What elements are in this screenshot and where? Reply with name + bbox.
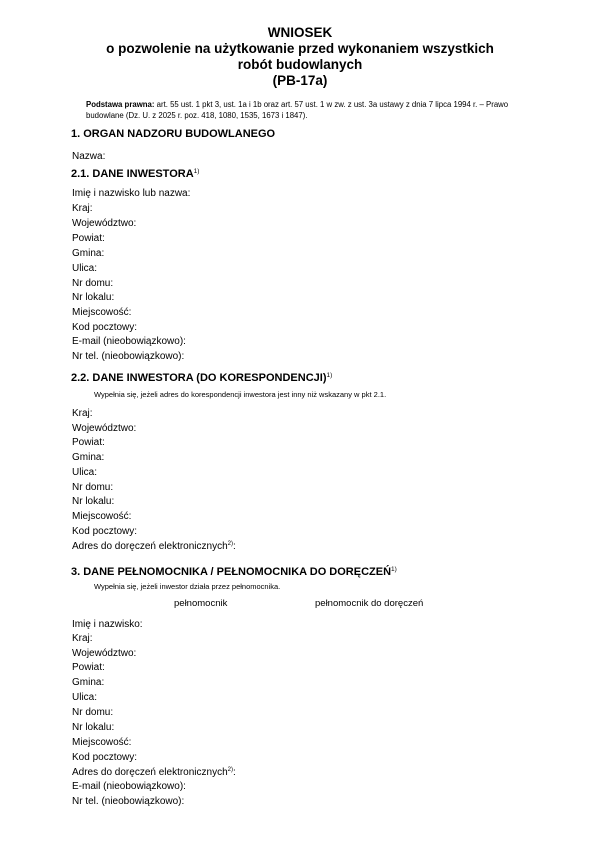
field-nr-domu[interactable]: Nr domu: [72, 482, 114, 493]
field-ulica[interactable]: Ulica: [72, 263, 98, 274]
footnote-ref: 1) [193, 168, 200, 175]
field-email[interactable]: E-mail (nieobowiązkowo): [72, 336, 186, 347]
footnote-ref: 1) [326, 372, 333, 379]
section-3-heading [71, 566, 397, 578]
form-subtitle-line-1: o pozwolenie na użytkowanie przed wykonaniem wszystkich [106, 41, 494, 56]
footnote-ref: 1) [391, 566, 397, 573]
section-3-note: Wypełnia się, jeżeli inwestor działa przez pełnomocnika. [94, 582, 281, 591]
field-nr-domu[interactable]: Nr domu: [72, 707, 114, 718]
column-pelnomocnik-do-doreczen[interactable]: pełnomocnik do doręczeń [315, 598, 424, 609]
field-nr-lokalu[interactable]: Nr lokalu: [72, 722, 115, 733]
field-label: Adres do doręczeń elektronicznych [72, 767, 228, 778]
field-miejscowosc[interactable]: Miejscowość: [72, 737, 132, 748]
field-gmina[interactable]: Gmina: [72, 452, 105, 463]
legal-basis-text: art. 55 ust. 1 pkt 3, ust. 1a i 1b oraz art. 57 ust. 1 w zw. z ust. 3a ustawy z dnia 7 lipca 1994 r. – Prawo budowlane (Dz. U. z 2025 r. poz. 418, 1080, 1535, 1673 i 1847). [86, 100, 509, 120]
field-kraj[interactable]: Kraj: [72, 408, 93, 419]
form-subtitle-line-2: robót budowlanych [237, 57, 363, 72]
field-email[interactable]: E-mail (nieobowiązkowo): [72, 781, 186, 792]
footnote-ref: 2) [227, 541, 233, 547]
field-kod-pocztowy[interactable]: Kod pocztowy: [72, 526, 138, 537]
field-ulica[interactable]: Ulica: [72, 467, 98, 478]
section-1-heading: 1. ORGAN NADZORU BUDOWLANEGO [71, 128, 276, 140]
field-wojewodztwo[interactable]: Województwo: [72, 218, 137, 229]
field-imie-nazwisko-lub-nazwa[interactable]: Imię i nazwisko lub nazwa: [72, 188, 191, 199]
field-powiat[interactable]: Powiat: [72, 233, 105, 244]
field-powiat[interactable]: Powiat: [72, 437, 105, 448]
field-ulica[interactable]: Ulica: [72, 692, 98, 703]
field-wojewodztwo[interactable]: Województwo: [72, 423, 137, 434]
field-nr-tel[interactable]: Nr tel. (nieobowiązkowo): [72, 796, 185, 807]
field-nr-lokalu[interactable]: Nr lokalu: [72, 292, 115, 303]
field-imie-nazwisko[interactable]: Imię i nazwisko: [72, 619, 143, 630]
footnote-ref: 2) [227, 767, 233, 773]
field-wojewodztwo[interactable]: Województwo: [72, 648, 137, 659]
field-miejscowosc[interactable]: Miejscowość: [72, 307, 132, 318]
field-kod-pocztowy[interactable]: Kod pocztowy: [72, 752, 138, 763]
field-colon: : [232, 541, 236, 552]
field-adres-do-doreczen-elektronicznych[interactable] [72, 541, 236, 552]
field-label: Adres do doręczeń elektronicznych [72, 541, 228, 552]
section-2-2-heading [71, 372, 332, 384]
form-title: WNIOSEK [267, 25, 333, 40]
field-gmina[interactable]: Gmina: [72, 248, 105, 259]
field-gmina[interactable]: Gmina: [72, 677, 105, 688]
field-nr-domu[interactable]: Nr domu: [72, 278, 114, 289]
field-nr-tel[interactable]: Nr tel. (nieobowiązkowo): [72, 351, 185, 362]
field-kraj[interactable]: Kraj: [72, 203, 93, 214]
field-miejscowosc[interactable]: Miejscowość: [72, 511, 132, 522]
field-nazwa[interactable]: Nazwa: [72, 151, 106, 162]
form-code: (PB-17a) [272, 73, 328, 88]
legal-basis-label: Podstawa prawna: [86, 100, 155, 109]
section-2-2-note: Wypełnia się, jeżeli adres do korespondencji inwestora jest inny niż wskazany w pkt 2.1. [94, 390, 387, 399]
section-3-title: 3. DANE PEŁNOMOCNIKA / PEŁNOMOCNIKA DO DORĘCZEŃ [71, 566, 392, 578]
field-powiat[interactable]: Powiat: [72, 662, 105, 673]
column-pelnomocnik[interactable]: pełnomocnik [174, 598, 228, 609]
field-colon: : [232, 767, 236, 778]
field-kod-pocztowy[interactable]: Kod pocztowy: [72, 322, 138, 333]
section-2-1-title: 2.1. DANE INWESTORA [71, 168, 194, 180]
section-2-1-heading [71, 168, 199, 180]
field-adres-do-doreczen-elektronicznych[interactable] [72, 767, 236, 778]
field-kraj[interactable]: Kraj: [72, 633, 93, 644]
section-2-2-title: 2.2. DANE INWESTORA (DO KORESPONDENCJI) [71, 372, 327, 384]
legal-basis [86, 99, 536, 121]
field-nr-lokalu[interactable]: Nr lokalu: [72, 496, 115, 507]
